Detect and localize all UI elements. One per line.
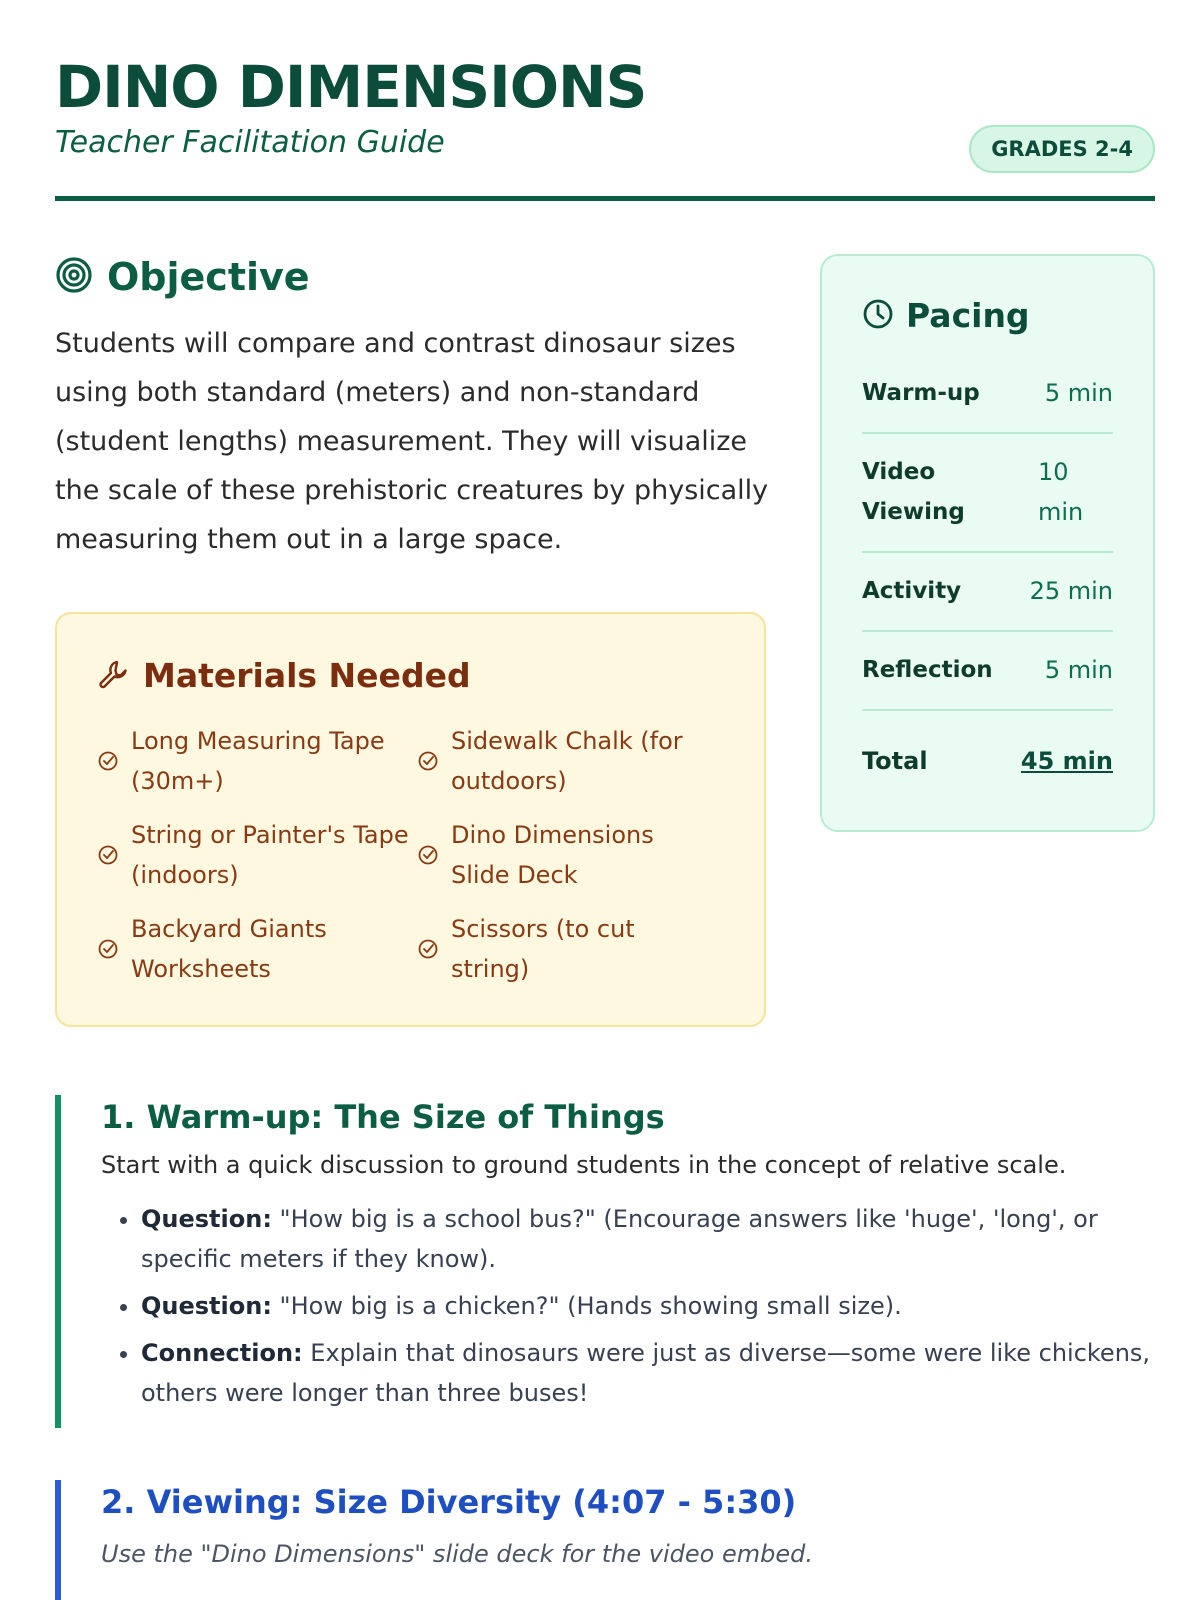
material-text: Long Measuring Tape (30m+) [131, 727, 385, 795]
pacing-value: 25 min [1029, 577, 1113, 605]
pacing-heading: Pacing [906, 296, 1030, 335]
list-item [141, 1333, 1155, 1413]
material-text: Scissors (to cut string) [451, 915, 635, 983]
bullet-text: "How big is a school bus?" (Encourage answers like 'huge', 'long', or specific meters if they know). [141, 1205, 1098, 1273]
material-text: Backyard Giants Worksheets [131, 915, 327, 983]
check-circle-icon [97, 750, 119, 772]
material-text: Sidewalk Chalk (for outdoors) [451, 727, 683, 795]
bullet-lead: Question: [141, 1205, 272, 1233]
pacing-header [862, 296, 1113, 335]
check-circle-icon [97, 938, 119, 960]
material-text: Dino Dimensions Slide Deck [451, 821, 654, 889]
material-text: String or Painter's Tape (indoors) [131, 821, 409, 889]
bullet-text: "How big is a chicken?" (Hands showing small size). [271, 1292, 902, 1320]
pacing-label: Activity [862, 578, 962, 604]
pacing-row-video [862, 434, 1113, 553]
list-item [141, 1286, 1155, 1326]
objective-section [55, 255, 770, 564]
materials-header [97, 656, 724, 695]
clock-icon [862, 298, 894, 334]
wrench-icon [97, 658, 129, 694]
check-circle-icon [97, 844, 119, 866]
step-intro: Start with a quick discussion to ground students in the concept of relative scale. [101, 1151, 1067, 1179]
objective-text: Students will compare and contrast dinosaur sizes using both standard (meters) and non-standard (student lengths) measurement. They will visualize the scale of these prehistoric creatures by physically measuring them out in a large space. [55, 328, 769, 555]
materials-heading: Materials Needed [143, 656, 471, 695]
header [55, 0, 1155, 201]
objective-heading: Objective [107, 255, 310, 299]
pacing-row-warmup [862, 355, 1113, 434]
pacing-label: Warm-up [862, 380, 980, 406]
material-item [97, 909, 417, 989]
materials-list [97, 721, 724, 989]
material-item [417, 909, 717, 989]
pacing-total-label: Total [862, 747, 928, 775]
pacing-value: 5 min [1044, 379, 1113, 407]
material-item [417, 721, 717, 801]
list-item [141, 1199, 1155, 1279]
grade-badge: GRADES 2-4 [969, 125, 1155, 173]
check-circle-icon [417, 750, 439, 772]
bullet-text: Explain that dinosaurs were just as diverse—some were like chickens, others were longer than three buses! [141, 1339, 1151, 1407]
pacing-value: 10 min [1038, 458, 1084, 526]
pacing-label: Reflection [862, 657, 993, 683]
pacing-total-row [862, 711, 1113, 781]
step-bullet-list [101, 1199, 1155, 1413]
pacing-value: 5 min [1044, 656, 1113, 684]
pacing-card [820, 254, 1155, 832]
pacing-total-value: 45 min [1020, 747, 1113, 775]
target-icon [55, 256, 93, 298]
check-circle-icon [417, 844, 439, 866]
material-item [97, 721, 417, 801]
step-warmup [55, 1095, 1155, 1428]
step-viewing [55, 1480, 1155, 1600]
check-circle-icon [417, 938, 439, 960]
step-heading: 2. Viewing: Size Diversity (4:07 - 5:30) [101, 1483, 797, 1521]
bullet-lead: Question: [141, 1292, 272, 1320]
page-title: DINO DIMENSIONS [55, 53, 647, 121]
material-item [417, 815, 717, 895]
page-subtitle: Teacher Facilitation Guide [55, 125, 445, 160]
step-intro: Use the "Dino Dimensions" slide deck for the video embed. [101, 1540, 813, 1568]
materials-card [55, 612, 766, 1027]
material-item [97, 815, 417, 895]
objective-header [55, 255, 770, 299]
bullet-lead: Connection: [141, 1339, 303, 1367]
step-heading: 1. Warm-up: The Size of Things [101, 1098, 665, 1136]
pacing-label: Video Viewing [862, 459, 965, 525]
pacing-row-reflection [862, 632, 1113, 711]
pacing-row-activity [862, 553, 1113, 632]
